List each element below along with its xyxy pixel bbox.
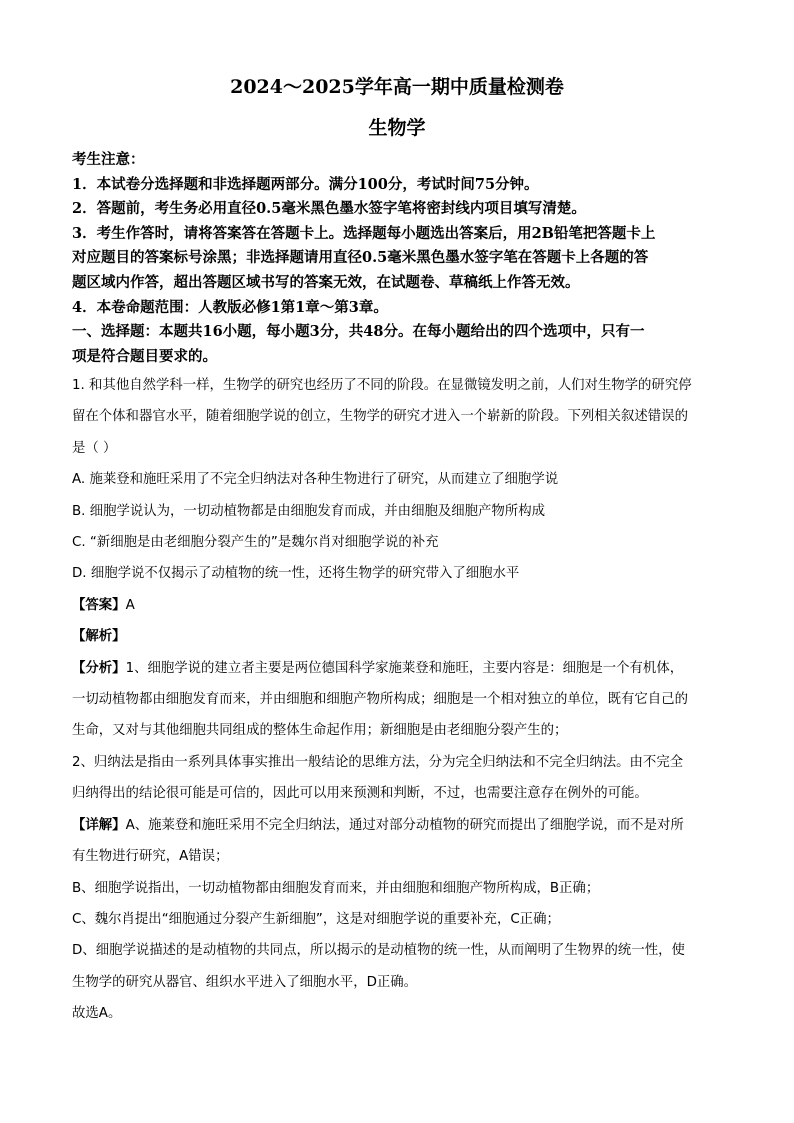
section-heading: 项是符合题目要求的。 xyxy=(72,347,217,365)
option-a: A. 施莱登和施旺采用了不完全归纳法对各种生物进行了研究，从而建立了细胞学说 xyxy=(72,472,559,488)
detail-line: B、细胞学说指出，一切动植物都由细胞发育而来，并由细胞和细胞产物所构成，B正确； xyxy=(72,880,600,896)
detail-line: 【详解】A、施莱登和施旺采用不完全归纳法，通过对部分动植物的研究而提出了细胞学说，而不是对所 xyxy=(72,817,684,833)
analysis-tag: 【解析】 xyxy=(72,629,126,645)
answer-value: A xyxy=(125,597,135,613)
exam-notice xyxy=(72,148,732,369)
detail-line: 有生物进行研究，A错误； xyxy=(72,849,229,865)
detail-line: 生物学的研究从器官、组织水平进入了细胞水平，D正确。 xyxy=(72,974,418,990)
notice-item: 1．本试卷分选择题和非选择题两部分。满分100分，考试时间75分钟。 xyxy=(72,175,539,193)
detail-line: D、细胞学说描述的是动植物的共同点，所以揭示的是动植物的统一性，从而阐明了生物界的统一性，使 xyxy=(72,943,685,959)
subject-title: 生物学 xyxy=(368,117,426,139)
notice-item: 2．答题前，考生务必用直径0.5毫米黑色墨水签字笔将密封线内项目填写清楚。 xyxy=(72,200,586,218)
fenxi-tag: 【分析】 xyxy=(72,660,126,676)
detail-line: 故选A。 xyxy=(72,1006,122,1022)
exam-title: 2024～2025学年高一期中质量检测卷 xyxy=(230,76,564,98)
option-d: D. 细胞学说不仅揭示了动植物的统一性，还将生物学的研究带入了细胞水平 xyxy=(72,566,520,582)
section-heading: 一、选择题：本题共16小题，每小题3分，共48分。在每小题给出的四个选项中，只有一 xyxy=(72,323,645,341)
answer-tag: 【答案】 xyxy=(72,597,126,613)
notice-item: 4．本卷命题范围：人教版必修1第1章～第3章。 xyxy=(72,298,388,316)
analysis-line: 一切动植物都由细胞发育而来，并由细胞和细胞产物所构成；细胞是一个相对独立的单位，既有它自己的 xyxy=(72,692,688,708)
xiangjie-tag: 【详解】 xyxy=(72,817,126,833)
analysis-line: 生命，又对与其他细胞共同组成的整体生命起作用；新细胞是由老细胞分裂产生的； xyxy=(72,723,568,739)
analysis-line: 【分析】1、细胞学说的建立者主要是两位德国科学家施莱登和施旺，主要内容是：细胞是一个有机体， xyxy=(72,660,684,676)
analysis-line: 2、归纳法是指由一系列具体事实推出一般结论的思维方法，分为完全归纳法和不完全归纳法。由不完全 xyxy=(72,754,684,770)
notice-item: 3．考生作答时，请将答案答在答题卡上。选择题每小题选出答案后，用2B铅笔把答题卡上 xyxy=(72,224,656,242)
option-c: C. “新细胞是由老细胞分裂产生的”是魏尔肖对细胞学说的补充 xyxy=(72,535,439,551)
question-1 xyxy=(72,370,722,1030)
notice-item: 题区域内作答，超出答题区域书写的答案无效，在试题卷、草稿纸上作答无效。 xyxy=(72,273,580,291)
notice-heading: 考生注意： xyxy=(72,151,145,168)
question-stem: 留在个体和器官水平，随着细胞学说的创立，生物学的研究才进入一个崭新的阶段。下列相关叙述错误的 xyxy=(72,409,688,425)
analysis-line: 归纳得出的结论很可能是可信的，因此可以用来预测和判断，不过，也需要注意存在例外的可能。 xyxy=(72,786,648,802)
question-stem: 1. 和其他自然学科一样，生物学的研究也经历了不同的阶段。在显微镜发明之前，人们对生物学的研究停 xyxy=(72,378,692,393)
question-stem: 是（ ） xyxy=(72,440,117,456)
option-b: B. 细胞学说认为，一切动植物都是由细胞发育而成，并由细胞及细胞产物所构成 xyxy=(72,503,545,519)
answer-line xyxy=(72,590,722,621)
notice-item: 对应题目的答案标号涂黑；非选择题请用直径0.5毫米黑色墨水签字笔在答题卡上各题的答 xyxy=(72,249,649,267)
analysis-heading xyxy=(72,621,722,652)
detail-line: C、魏尔肖提出“细胞通过分裂产生新细胞”，这是对细胞学说的重要补充，C正确； xyxy=(72,911,560,927)
